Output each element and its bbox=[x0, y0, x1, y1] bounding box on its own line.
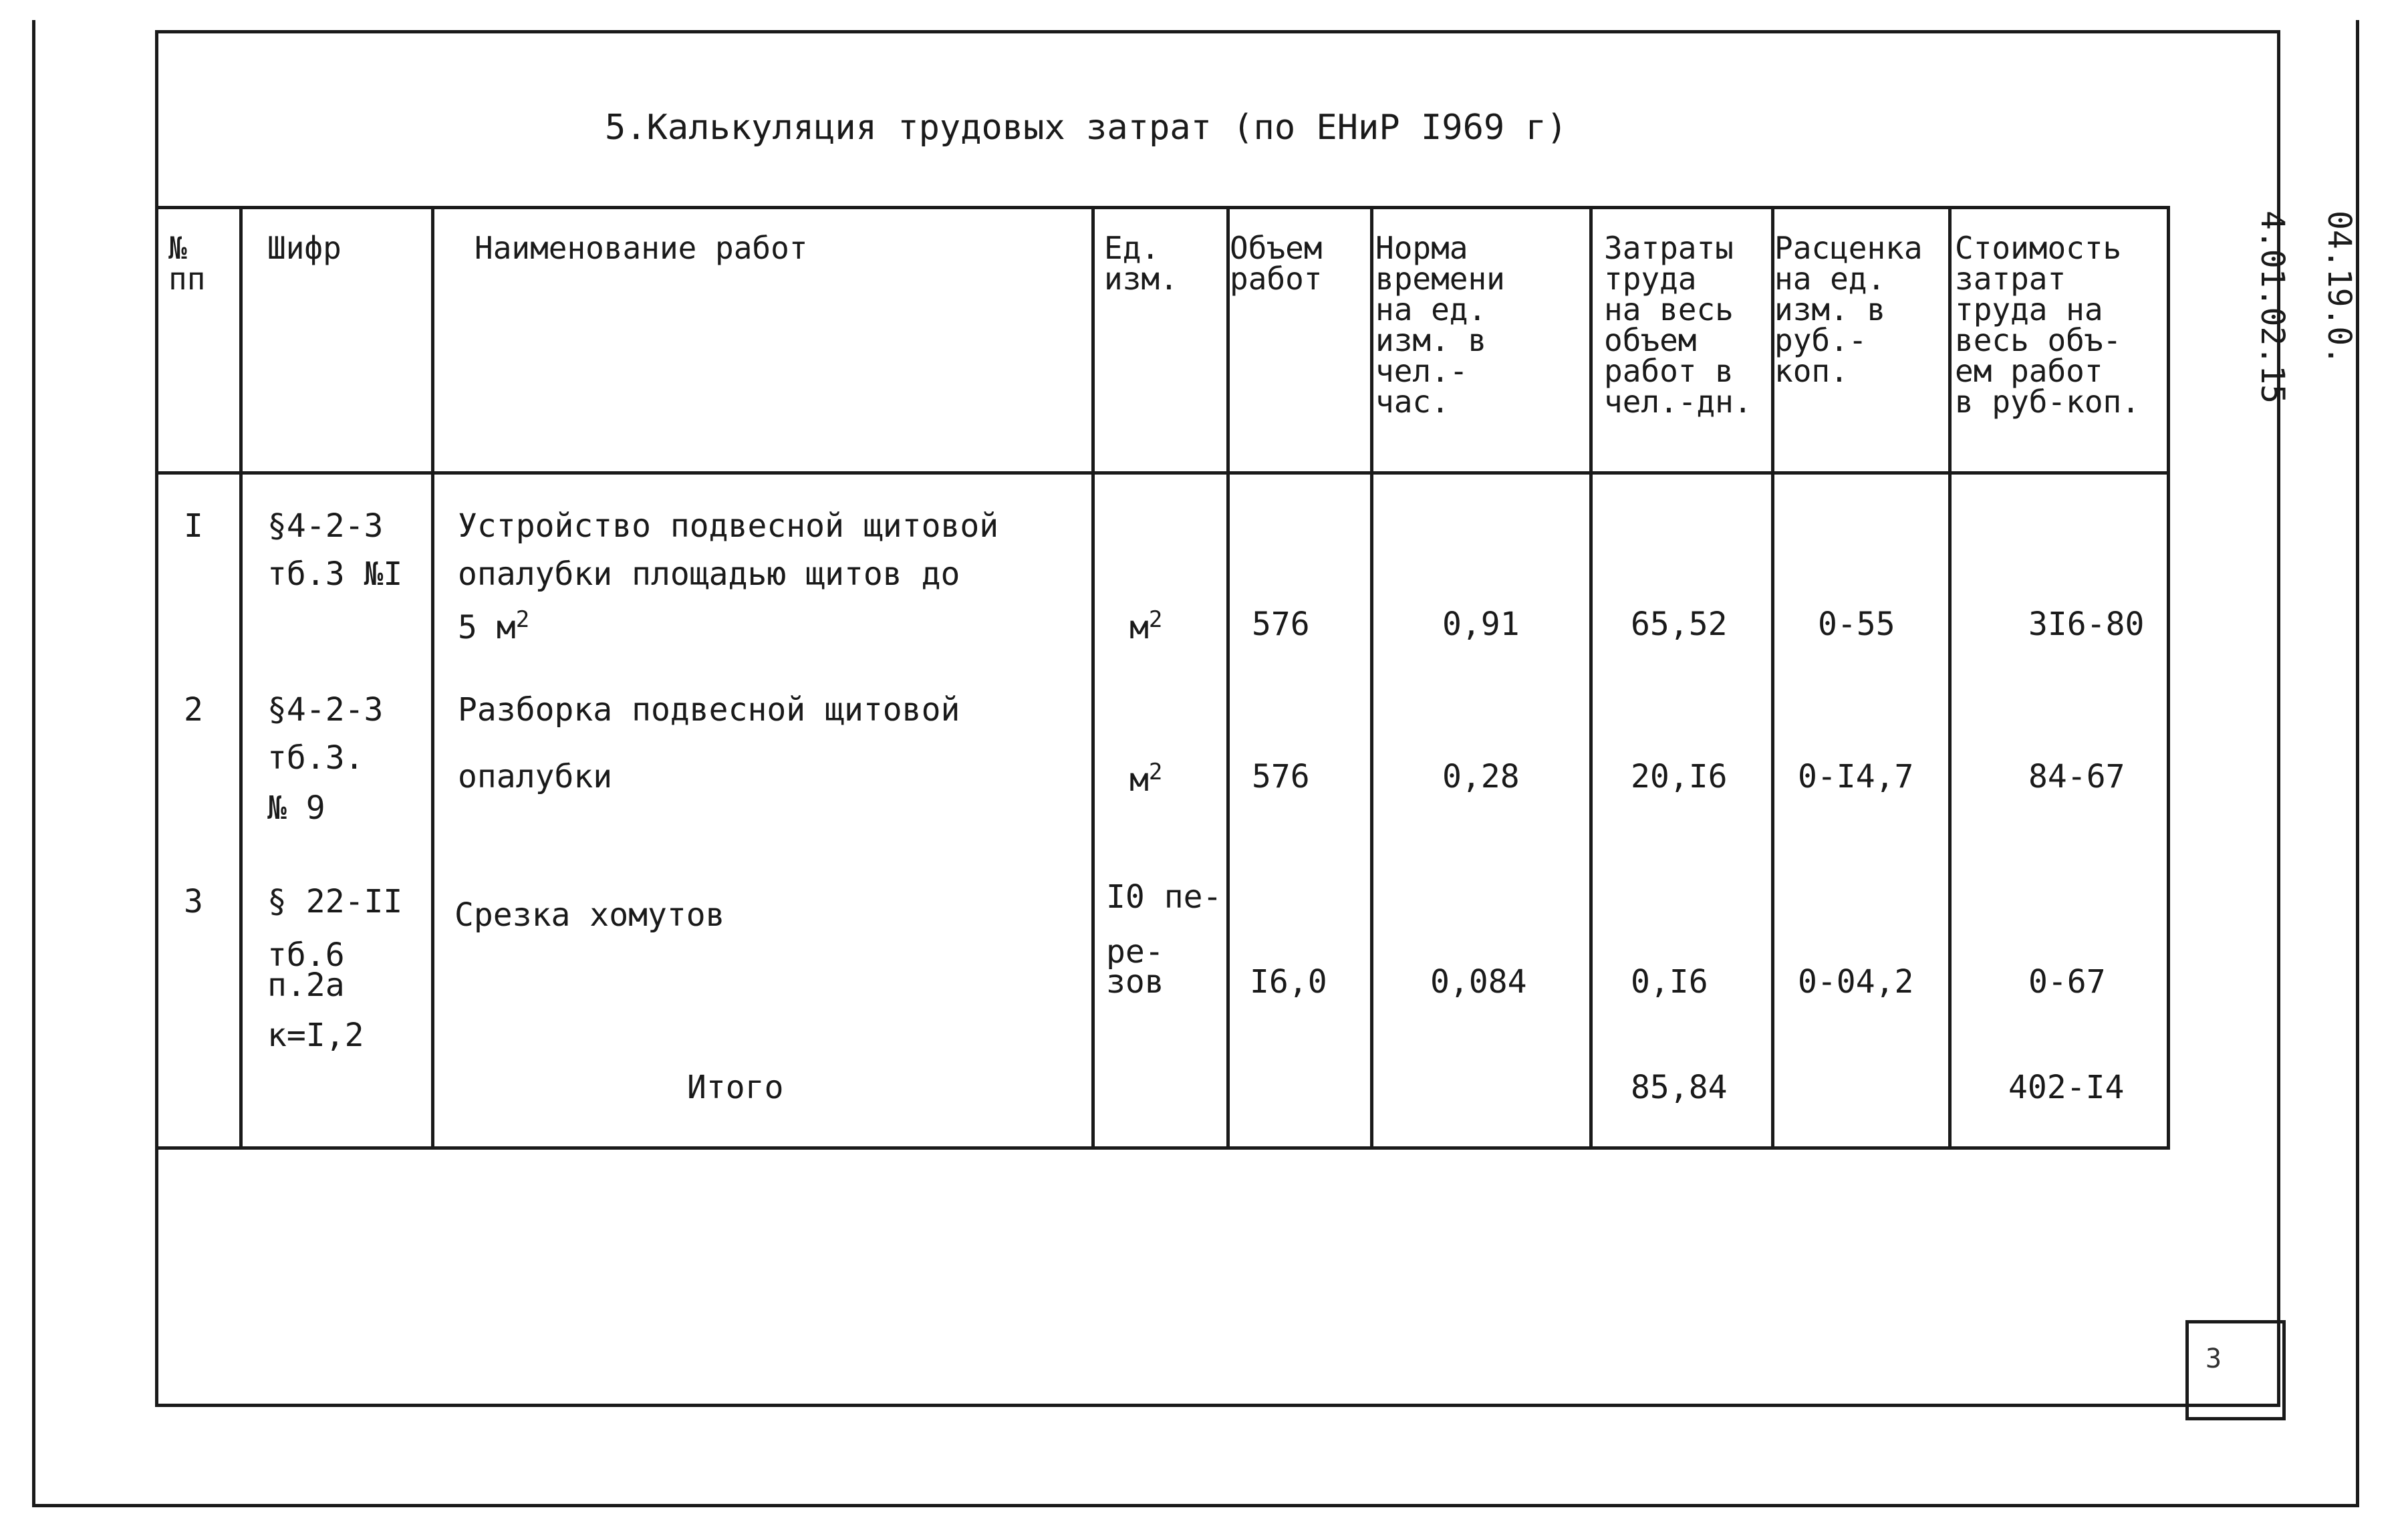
document-code-line2: 4.01.02.15 bbox=[2254, 211, 2291, 404]
row2-cipher-l3: № 9 bbox=[267, 789, 325, 827]
row3-name-l1: Срезка хомутов bbox=[454, 896, 725, 934]
row2-norm: 0,28 bbox=[1442, 758, 1520, 795]
row1-norm: 0,91 bbox=[1442, 606, 1520, 643]
header-rate: Расценка на ед. изм. в руб.- коп. bbox=[1774, 230, 1923, 389]
row2-name-l2: опалубки bbox=[458, 758, 613, 795]
inner-frame-left bbox=[155, 30, 158, 1407]
header-labor: Затраты труда на весь объем работ в чел.-дн. bbox=[1604, 230, 1752, 420]
table-header-bottom bbox=[155, 471, 2167, 475]
document-code bbox=[2222, 211, 2389, 424]
header-volume: Объем работ bbox=[1230, 230, 1323, 297]
row3-num: 3 bbox=[184, 883, 203, 920]
col-divider bbox=[1948, 206, 1952, 1150]
row2-rate: 0-I4,7 bbox=[1798, 758, 1914, 795]
row2-volume: 576 bbox=[1252, 758, 1310, 795]
row3-cipher-l4: к=I,2 bbox=[267, 1017, 364, 1054]
header-norm: Норма времени на ед. изм. в чел.- час. bbox=[1375, 230, 1505, 420]
table-bottom-border bbox=[155, 1146, 2167, 1150]
header-unit: Ед. изм. bbox=[1104, 230, 1178, 297]
row2-cost: 84-67 bbox=[2028, 758, 2125, 795]
row3-cipher-l1: § 22-II bbox=[267, 883, 403, 920]
row3-cipher-l3: п.2а bbox=[267, 967, 345, 1004]
table-top-border bbox=[155, 206, 2167, 209]
col-divider bbox=[1370, 206, 1373, 1150]
inner-frame-top bbox=[155, 30, 2280, 33]
total-labor: 85,84 bbox=[1631, 1069, 1728, 1106]
table-right-border bbox=[2167, 206, 2170, 1150]
row3-cipher-l2: тб.6 bbox=[267, 936, 345, 974]
row3-labor: 0,I6 bbox=[1631, 963, 1708, 1001]
row3-unit-l3: зов bbox=[1106, 963, 1164, 1001]
outer-frame-bottom bbox=[32, 1504, 2358, 1507]
row1-name-l1: Устройство подвесной щитовой bbox=[458, 507, 999, 545]
row1-volume: 576 bbox=[1252, 606, 1310, 643]
col-divider bbox=[1226, 206, 1230, 1150]
row1-cipher-l1: §4-2-3 bbox=[267, 507, 384, 545]
outer-frame-left bbox=[32, 20, 35, 1507]
row3-cost: 0-67 bbox=[2028, 963, 2106, 1001]
col-divider bbox=[431, 206, 434, 1150]
row3-volume: I6,0 bbox=[1250, 963, 1327, 1001]
row1-num: I bbox=[184, 507, 203, 545]
row1-name-l3: 5 $м^2$ bbox=[458, 606, 530, 646]
row2-cipher-l1: §4-2-3 bbox=[267, 691, 384, 729]
header-cipher: Шифр bbox=[267, 230, 342, 266]
header-name: Наименование работ bbox=[475, 230, 808, 266]
row1-unit: $м^2$ bbox=[1129, 606, 1163, 646]
col-divider bbox=[1091, 206, 1095, 1150]
row2-cipher-l2: тб.3. bbox=[267, 739, 364, 777]
page-stamp: 3 bbox=[2205, 1344, 2222, 1374]
row1-labor: 65,52 bbox=[1631, 606, 1728, 643]
row3-unit-l1: I0 пе- bbox=[1106, 878, 1222, 916]
row3-unit-l2: ре- bbox=[1106, 933, 1164, 971]
header-num: № пп bbox=[168, 230, 206, 297]
total-label: Итого bbox=[687, 1069, 784, 1106]
inner-frame-bottom bbox=[155, 1404, 2280, 1407]
row2-unit: $м^2$ bbox=[1129, 759, 1163, 799]
row3-norm: 0,084 bbox=[1430, 963, 1527, 1001]
document-title: 5.Калькуляция трудовых затрат (по ЕНиР I969 г) bbox=[605, 108, 1568, 148]
row2-labor: 20,I6 bbox=[1631, 758, 1728, 795]
row1-cost: 3I6-80 bbox=[2028, 606, 2145, 643]
header-cost: Стоимость затрат труда на весь объ- ем работ в руб-коп. bbox=[1955, 230, 2140, 420]
row1-name-l2: опалубки площадью щитов до bbox=[458, 555, 960, 593]
row1-rate: 0-55 bbox=[1818, 606, 1895, 643]
row2-name-l1: Разборка подвесной щитовой bbox=[458, 691, 960, 729]
row3-rate: 0-04,2 bbox=[1798, 963, 1914, 1001]
col-divider bbox=[239, 206, 243, 1150]
page-stamp-box bbox=[2185, 1320, 2286, 1420]
total-cost: 402-I4 bbox=[2008, 1069, 2125, 1106]
col-divider bbox=[1589, 206, 1593, 1150]
document-code-line1: 04.19.0. bbox=[2320, 211, 2358, 366]
row1-cipher-l2: тб.3 №I bbox=[267, 555, 403, 593]
row2-num: 2 bbox=[184, 691, 203, 729]
